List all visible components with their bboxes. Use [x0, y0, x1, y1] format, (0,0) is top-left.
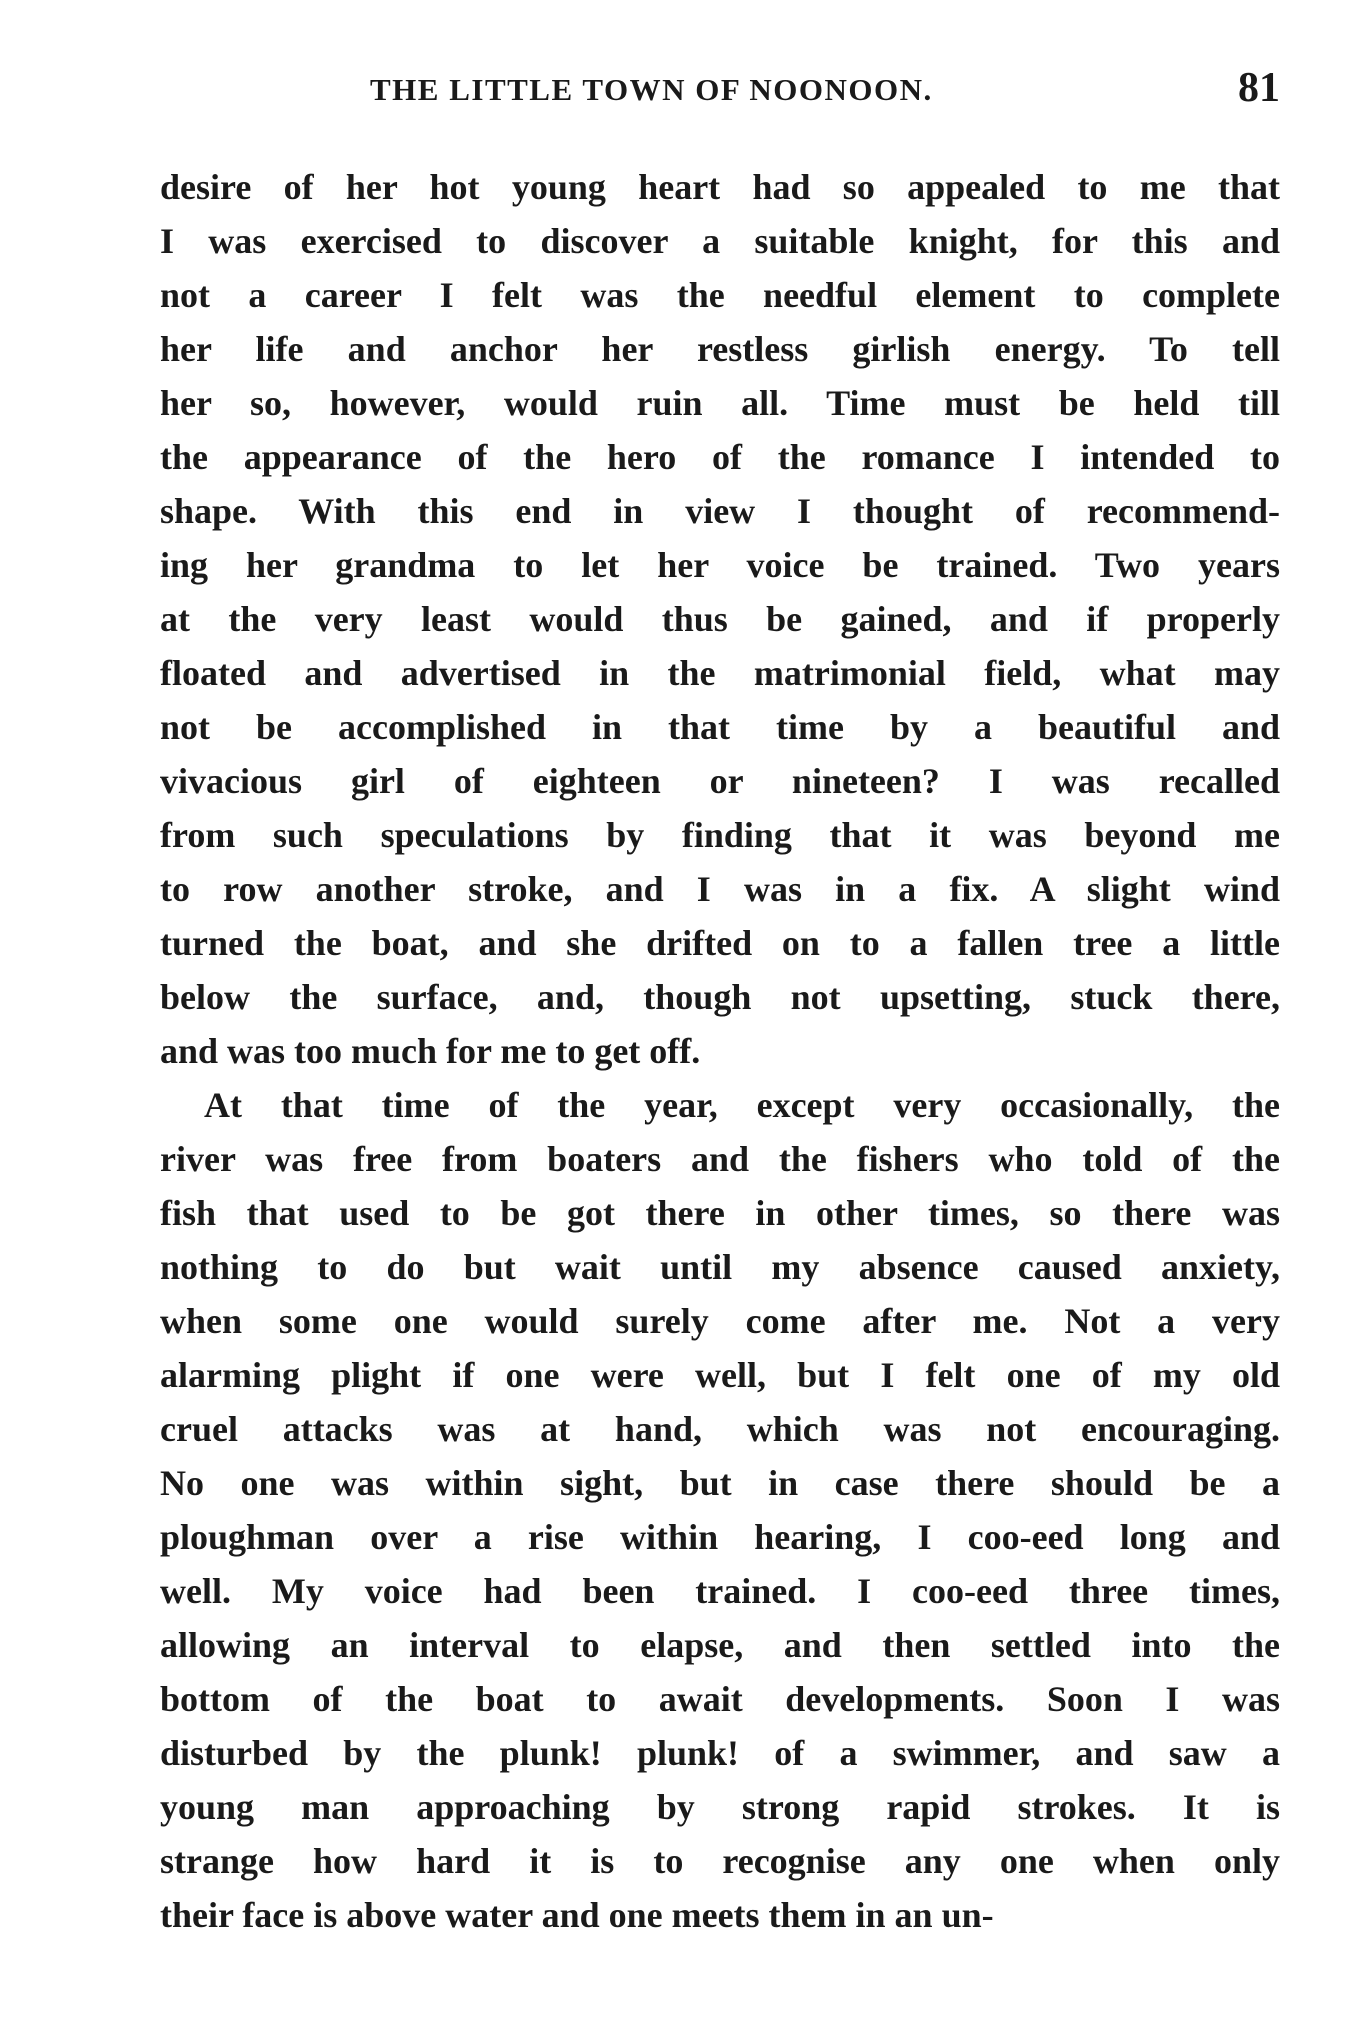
text-line: at the very least would thus be gained, and if properly	[160, 599, 1280, 639]
text-line: strange how hard it is to recognise any one when only	[160, 1841, 1280, 1881]
text-line: below the surface, and, though not upsetting, stuck there,	[160, 977, 1280, 1017]
text-line: nothing to do but wait until my absence caused anxiety,	[160, 1247, 1280, 1287]
text-line: and was too much for me to get off.	[160, 1031, 701, 1071]
text-line: from such speculations by finding that it was beyond me	[160, 815, 1280, 855]
text-line: vivacious girl of eighteen or nineteen? I was recalled	[160, 761, 1280, 801]
paragraph	[160, 1078, 1280, 1942]
text-line: No one was within sight, but in case there should be a	[160, 1463, 1280, 1503]
text-line: turned the boat, and she drifted on to a fallen tree a little	[160, 923, 1280, 963]
text-line: alarming plight if one were well, but I felt one of my old	[160, 1355, 1280, 1395]
text-line: to row another stroke, and I was in a fix. A slight wind	[160, 869, 1280, 909]
text-line: not a career I felt was the needful element to complete	[160, 275, 1280, 315]
text-line: allowing an interval to elapse, and then settled into the	[160, 1625, 1280, 1665]
text-line: the appearance of the hero of the romance I intended to	[160, 437, 1280, 477]
text-line: desire of her hot young heart had so appealed to me that	[160, 167, 1280, 207]
text-line: shape. With this end in view I thought of recommend-	[160, 491, 1280, 531]
text-line: her so, however, would ruin all. Time must be held till	[160, 383, 1280, 423]
text-line: her life and anchor her restless girlish energy. To tell	[160, 329, 1280, 369]
text-line: floated and advertised in the matrimonial field, what may	[160, 653, 1280, 693]
text-line: ing her grandma to let her voice be trained. Two years	[160, 545, 1280, 585]
text-line: when some one would surely come after me. Not a very	[160, 1301, 1280, 1341]
text-line: river was free from boaters and the fishers who told of the	[160, 1139, 1280, 1179]
text-line: disturbed by the plunk! plunk! of a swimmer, and saw a	[160, 1733, 1280, 1773]
running-header	[160, 65, 1280, 122]
body-text	[160, 160, 1280, 1942]
text-line: not be accomplished in that time by a beautiful and	[160, 707, 1280, 747]
page-number: 81	[1238, 65, 1280, 111]
running-title: THE LITTLE TOWN OF NOONOON.	[370, 72, 933, 107]
text-line: At that time of the year, except very occasionally, the	[204, 1085, 1280, 1125]
text-line: fish that used to be got there in other times, so there was	[160, 1193, 1280, 1233]
text-line: I was exercised to discover a suitable knight, for this and	[160, 221, 1280, 261]
text-line: their face is above water and one meets them in an un-	[160, 1895, 994, 1935]
text-line: ploughman over a rise within hearing, I coo-eed long and	[160, 1517, 1280, 1557]
text-line: well. My voice had been trained. I coo-eed three times,	[160, 1571, 1280, 1611]
text-line: young man approaching by strong rapid strokes. It is	[160, 1787, 1280, 1827]
text-line: bottom of the boat to await developments. Soon I was	[160, 1679, 1280, 1719]
paragraph	[160, 160, 1280, 1078]
text-line: cruel attacks was at hand, which was not encouraging.	[160, 1409, 1280, 1449]
